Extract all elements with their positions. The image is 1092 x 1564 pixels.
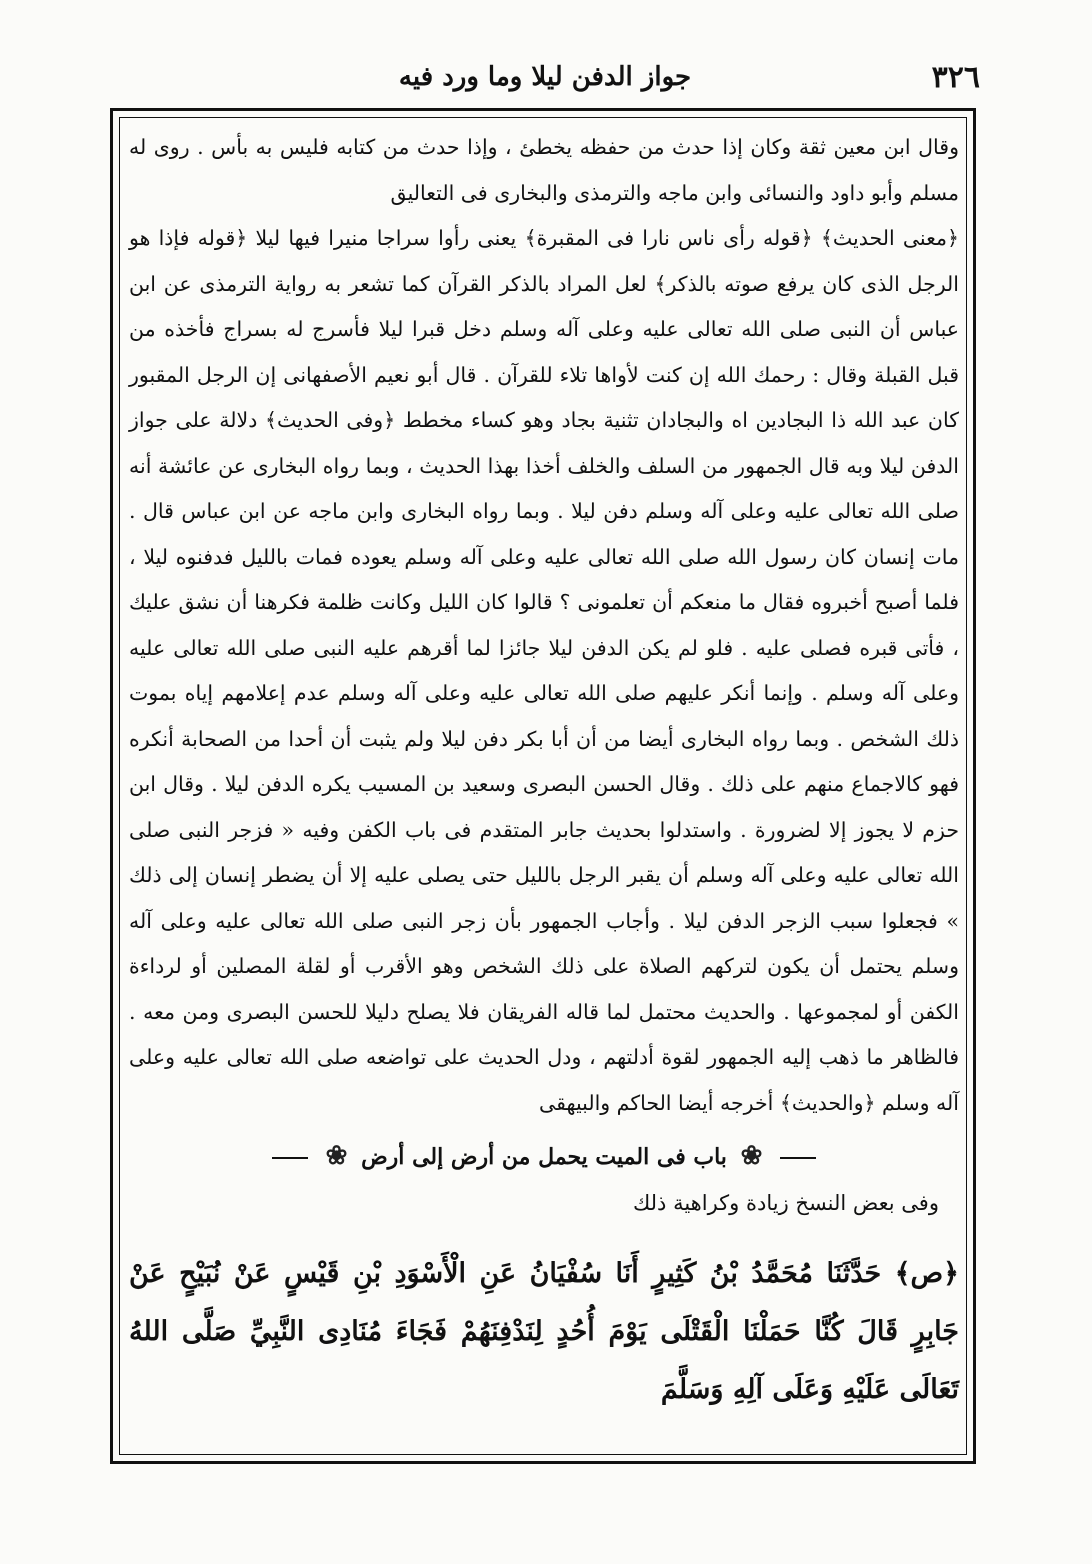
running-head [110,60,980,100]
chapter-note: وفى بعض النسخ زيادة وكراهية ذلك [632,1191,939,1215]
ornament-left-icon: ❀ [325,1141,348,1171]
paragraph-commentary: ﴿معنى الحديث﴾ ﴿قوله رأى ناس نارا فى المقبرة﴾ يعنى رأوا سراجا منيرا فيها ليلا ﴿قوله فإذا هو الرجل الذى كان يرفع صوته بالذكر﴾ لعل المراد بالذكر القرآن كما تشعر به رواية الترمذى عن ابن عباس أن النبى صلى الله تعالى عليه وعلى آله وسلم دخل قبرا ليلا فأسرج له بسراج فأخذه من قبل القبلة وقال : رحمك الله إن كنت لأواها تلاء للقرآن . قال أبو نعيم الأصفهانى إن الرجل المقبور كان عبد الله ذا البجادين اه والبجادان تثنية بجاد وهو كساء مخطط ﴿وفى الحديث﴾ دلالة على جواز الدفن ليلا وبه قال الجمهور من السلف والخلف أخذا بهذا الحديث ، وبما رواه البخارى عن عائشة أنه صلى الله تعالى عليه وعلى آله وسلم دفن ليلا . وبما رواه البخارى وابن ماجه عن ابن عباس قال . مات إنسان كان رسول الله صلى الله تعالى عليه وعلى آله وسلم يعوده فمات بالليل فدفنوه ليلا ، فلما أصبح أخبروه فقال ما منعكم أن تعلمونى ؟ قالوا كان الليل وكانت ظلمة فكرهنا أن نشق عليك ، فأتى قبره فصلى عليه . فلو لم يكن الدفن ليلا جائزا لما أقرهم عليه النبى صلى الله تعالى عليه وعلى آله وسلم . وإنما أنكر عليهم صلى الله تعالى عليه وعلى آله وسلم عدم إعلامهم إياه بموت ذلك الشخص . وبما رواه البخارى أيضا من أن أبا بكر دفن ليلا ولم يثبت أن أحدا من الصحابة أنكره فهو كالاجماع منهم على ذلك . وقال الحسن البصرى وسعيد بن المسيب يكره الدفن ليلا . وقال ابن حزم لا يجوز إلا لضرورة . واستدلوا بحديث جابر المتقدم فى باب الكفن وفيه « فزجر النبى صلى الله تعالى عليه وعلى آله وسلم أن يقبر الرجل بالليل حتى يصلى عليه إلا أن يضطر إنسان إلى ذلك » فجعلوا سبب الزجر الدفن ليلا . وأجاب الجمهور بأن زجر النبى صلى الله تعالى عليه وعلى آله وسلم يحتمل أن يكون لتركهم الصلاة على ذلك الشخص وهو الأقرب أو لقلة المصلين أو لرداءة الكفن أو لمجموعها . والحديث محتمل لما قاله الفريقان فلا يصلح دليلا للحسن البصرى ومن معه . فالظاهر ما ذهب إليه الجمهور لقوة أدلتهم ، ودل الحديث على تواضعه صلى الله تعالى عليه وعلى آله وسلم ﴿والحديث﴾ أخرجه أيضا الحاكم والبيهقى [129,226,959,1115]
running-title: جواز الدفن ليلا وما ورد فيه [398,62,692,92]
paragraph-narrator: وقال ابن معين ثقة وكان إذا حدث من حفظه يخطئ ، وإذا حدث من كتابه فليس به بأس . روى له مسلم وأبو داود والنسائى وابن ماجه والترمذى والبخارى فى التعاليق [129,135,959,205]
text-block [129,125,959,1446]
hadith-text: ﴿ص﴾ حَدَّثَنَا مُحَمَّدُ بْنُ كَثِيرٍ أَنَا سُفْيَانُ عَنِ الْأَسْوَدِ بْنِ قَيْسٍ عَنْ نُبَيْحٍ عَنْ جَابِرٍ قَالَ كُنَّا حَمَلْنَا الْقَتْلَى يَوْمَ أُحُدٍ لِنَدْفِنَهُمْ فَجَاءَ مُنَادِى النَّبِيِّ صَلَّى اللهُ تَعَالَى عَلَيْهِ وَعَلَى آلِهِ وَسَلَّمَ [129,1258,959,1405]
chapter-heading [129,1136,959,1177]
heading-rule-right [780,1157,816,1159]
heading-rule-left [272,1157,308,1159]
chapter-title: باب فى الميت يحمل من أرض إلى أرض [361,1144,727,1170]
ornament-right-icon: ❀ [740,1141,763,1171]
page-number: ٣٢٦ [931,60,980,95]
page-frame [110,108,976,1464]
